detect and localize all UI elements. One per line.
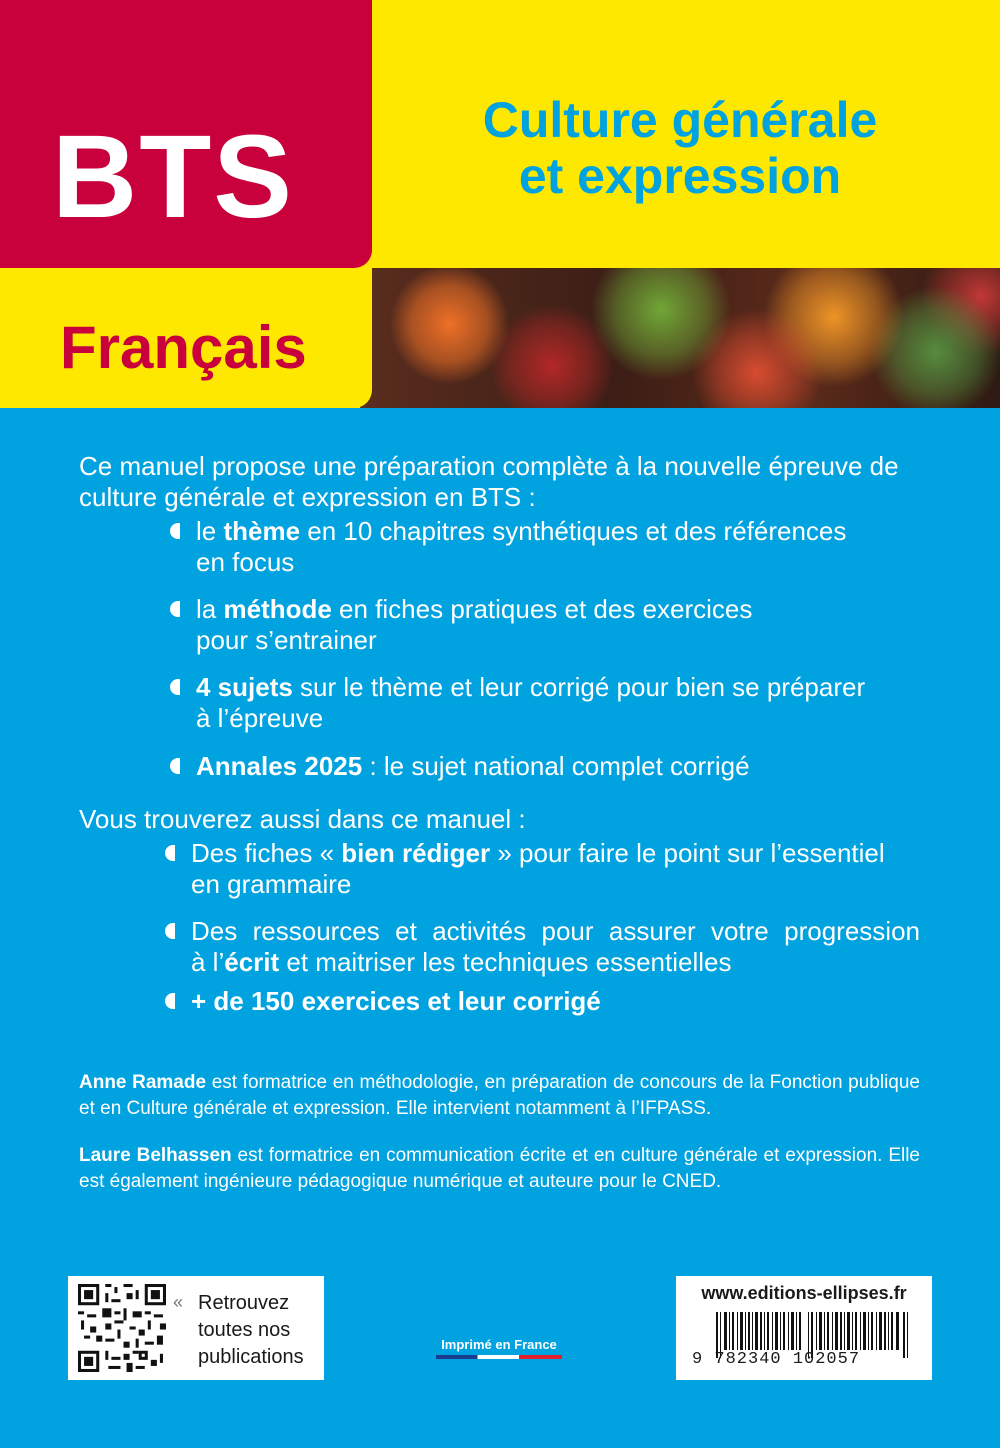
- subject-line-2: et expression: [518, 148, 842, 204]
- subject-title: [430, 92, 930, 204]
- bullet-icon: [165, 923, 175, 939]
- qr-code[interactable]: [78, 1284, 166, 1372]
- chevron-left-double-icon: «: [173, 1292, 184, 1312]
- list-item: la méthode en fiches pratiques et des exercices pour s’entrainer: [196, 594, 753, 655]
- list-item: + de 150 exercices et leur corrigé: [191, 986, 601, 1016]
- french-flag-icon: [436, 1355, 562, 1359]
- bokeh-photo: [360, 268, 1000, 408]
- bullet-icon: [165, 845, 175, 861]
- author-bio: Laure Belhassen est formatrice en communication écrite et en culture générale et expression. Elle est également ingénieure pédagogique numérique et auteure pour le CNED.: [79, 1145, 920, 1192]
- bullet-icon: [165, 993, 175, 1009]
- author-name: Laure Belhassen: [79, 1145, 232, 1166]
- list-item: Des ressources et activités pour assurer votre progression à l’écrit et maitriser les techniques essentielles: [191, 916, 920, 977]
- also-title: Vous trouverez aussi dans ce manuel :: [79, 804, 526, 834]
- author-name: Anne Ramade: [79, 1072, 207, 1093]
- publications-text: Retrouvez toutes nos publications: [198, 1292, 304, 1368]
- subject-line-1: Culture générale: [482, 92, 878, 148]
- list-item: 4 sujets sur le thème et leur corrigé pour bien se préparer à l’épreuve: [196, 672, 866, 733]
- qr-block[interactable]: [68, 1276, 324, 1380]
- bullet-icon: [170, 523, 180, 539]
- barcode-block: [676, 1276, 932, 1380]
- printed-in-france: Imprimé en France: [441, 1337, 557, 1352]
- website-link[interactable]: www.editions-ellipses.fr: [701, 1283, 907, 1303]
- language-title: Français: [60, 314, 307, 381]
- list-item: le thème en 10 chapitres synthétiques et des références en focus: [196, 516, 847, 577]
- intro-text: Ce manuel propose une préparation complète à la nouvelle épreuve de culture générale et expression en BTS :: [79, 451, 899, 512]
- author-bio: Anne Ramade est formatrice en méthodologie, en préparation de concours de la Fonction publique et en Culture générale et expression. Elle intervient notamment à l’IFPASS.: [79, 1072, 921, 1119]
- list-item: Annales 2025 : le sujet national complet corrigé: [196, 751, 750, 781]
- list-item: Des fiches « bien rédiger » pour faire le point sur l’essentiel en grammaire: [191, 838, 885, 899]
- bullet-icon: [170, 601, 180, 617]
- bullet-icon: [170, 679, 180, 695]
- isbn-number: 9 782340 102057: [692, 1350, 861, 1369]
- series-title: BTS: [52, 111, 294, 243]
- bullet-icon: [170, 758, 180, 774]
